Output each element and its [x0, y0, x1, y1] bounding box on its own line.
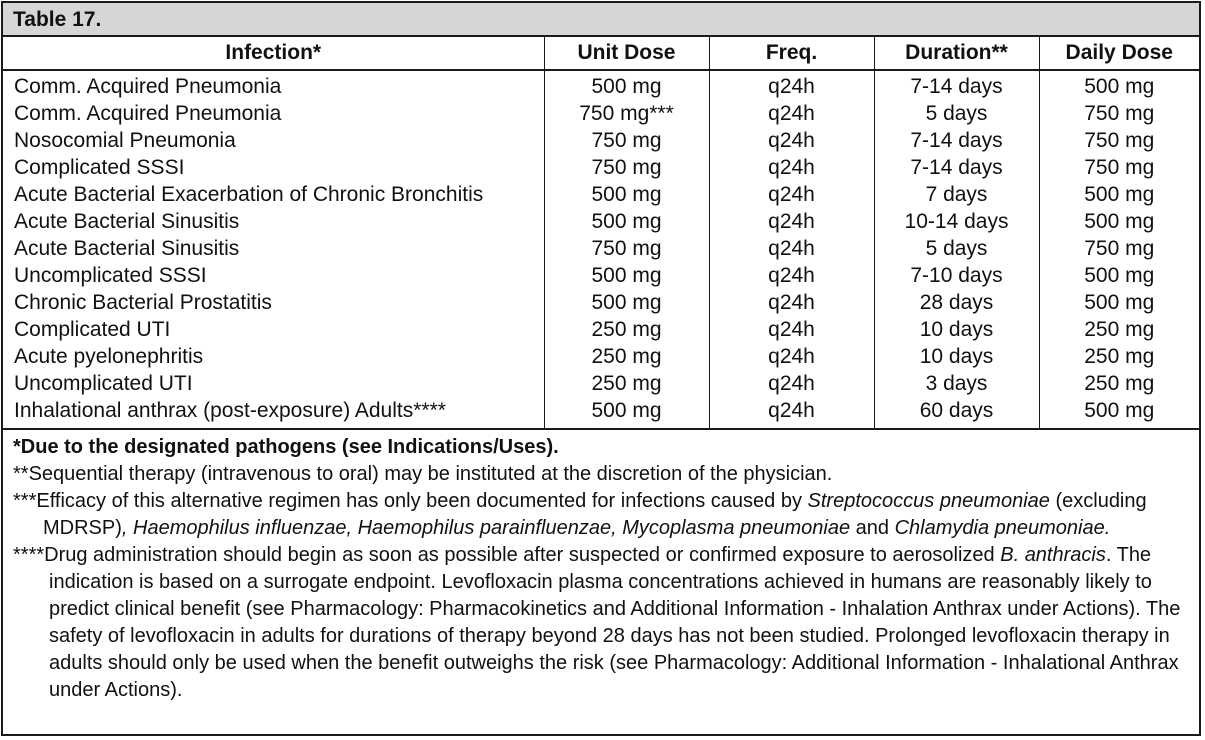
infection-cell: Inhalational anthrax (post-exposure) Adults****: [3, 397, 544, 428]
table-row: [3, 262, 1199, 289]
daily-dose-cell: 500 mg: [1084, 75, 1155, 98]
infection-cell: Uncomplicated UTI: [3, 370, 544, 397]
footnote-4-text-a: ****Drug administration should begin as soon as possible after suspected or confirmed exposure to aerosolized: [13, 544, 1001, 566]
daily-dose-cell: 500 mg: [1084, 291, 1155, 314]
table-caption: Table 17.: [3, 3, 1199, 37]
freq-cell: q24h: [709, 343, 874, 370]
freq-cell: q24h: [709, 289, 874, 316]
footnote-3-text-d: , Haemophilus influenzae, Haemophilus parainfluenzae, Mycoplasma pneumoniae: [121, 517, 851, 539]
unit-dose-cell: 500 mg: [544, 70, 709, 100]
duration-cell: 5 days: [874, 235, 1039, 262]
col-header-unit-dose: Unit Dose: [544, 37, 709, 70]
infection-cell: Acute Bacterial Sinusitis: [3, 235, 544, 262]
footnote-3-text-e: and: [850, 517, 895, 539]
table-row: [3, 208, 1199, 235]
duration-cell: 5 days: [874, 100, 1039, 127]
infection-cell: Comm. Acquired Pneumonia: [3, 100, 544, 127]
unit-dose-cell: 500 mg: [544, 397, 709, 428]
infection-cell: Uncomplicated SSSI: [3, 262, 544, 289]
duration-cell: 7-14 days: [874, 127, 1039, 154]
daily-dose-cell: 500 mg: [1084, 399, 1155, 422]
daily-dose-cell: 500 mg: [1084, 210, 1155, 233]
table-row: [3, 70, 1199, 100]
freq-cell: q24h: [709, 70, 874, 100]
footnote-3-text-b: Streptococcus pneumoniae: [807, 490, 1050, 512]
table-row: [3, 100, 1199, 127]
infection-cell: Complicated UTI: [3, 316, 544, 343]
daily-dose-cell: 750 mg: [1084, 129, 1155, 152]
dosage-table: [3, 37, 1199, 428]
unit-dose-cell: 750 mg: [544, 235, 709, 262]
table-row: [3, 343, 1199, 370]
duration-cell: 10-14 days: [874, 208, 1039, 235]
duration-cell: 7-14 days: [874, 154, 1039, 181]
unit-dose-cell: 250 mg: [544, 343, 709, 370]
duration-cell: 7-10 days: [874, 262, 1039, 289]
table-frame: [1, 1, 1201, 736]
footnote-4-text-c: . The indication is based on a surrogate endpoint. Levofloxacin plasma concentrations achieved in humans are reasonably likely to predict clinical benefit (see Pharmacology: Pharmacokinetics and Additional Information - Inhalation Anthrax under Actions). The safety of levofloxacin in adults for durations of therapy beyond 28 days has not been studied. Prolonged levofloxacin therapy in adults should only be used when the benefit outweighs the risk (see Pharmacology: Additional Information - Inhalational Anthrax under Actions).: [49, 544, 1181, 701]
duration-cell: 3 days: [874, 370, 1039, 397]
infection-cell: Acute Bacterial Exacerbation of Chronic Bronchitis: [3, 181, 544, 208]
col-header-daily-dose: Daily Dose: [1039, 37, 1199, 70]
unit-dose-cell: 500 mg: [544, 208, 709, 235]
unit-dose-cell: 250 mg: [544, 370, 709, 397]
footnote-3-text-f: Chlamydia pneumoniae.: [894, 517, 1111, 539]
infection-cell: Acute Bacterial Sinusitis: [3, 208, 544, 235]
daily-dose-cell: 250 mg: [1084, 345, 1155, 368]
infection-cell: Nosocomial Pneumonia: [3, 127, 544, 154]
col-header-infection: Infection*: [3, 37, 544, 70]
unit-dose-cell: 250 mg: [544, 316, 709, 343]
table-row: [3, 154, 1199, 181]
daily-dose-cell: 750 mg: [1084, 102, 1155, 125]
unit-dose-cell: 750 mg: [544, 127, 709, 154]
table-row: [3, 289, 1199, 316]
table-row: [3, 397, 1199, 428]
freq-cell: q24h: [709, 127, 874, 154]
table-row: [3, 316, 1199, 343]
unit-dose-cell: 500 mg: [544, 262, 709, 289]
footnote-3: [13, 488, 1189, 542]
freq-cell: q24h: [709, 397, 874, 428]
unit-dose-cell: 500 mg: [544, 181, 709, 208]
footnote-1: *Due to the designated pathogens (see Indications/Uses).: [13, 436, 559, 458]
daily-dose-cell: 500 mg: [1084, 183, 1155, 206]
infection-cell: Chronic Bacterial Prostatitis: [3, 289, 544, 316]
unit-dose-cell: 500 mg: [544, 289, 709, 316]
duration-cell: 7 days: [874, 181, 1039, 208]
unit-dose-cell: 750 mg: [544, 154, 709, 181]
table-row: [3, 370, 1199, 397]
footnotes: [3, 428, 1199, 704]
footnote-2: **Sequential therapy (intravenous to oral) may be instituted at the discretion of the physician.: [13, 463, 833, 485]
freq-cell: q24h: [709, 100, 874, 127]
freq-cell: q24h: [709, 208, 874, 235]
duration-cell: 10 days: [874, 316, 1039, 343]
duration-cell: 60 days: [874, 397, 1039, 428]
duration-cell: 28 days: [874, 289, 1039, 316]
freq-cell: q24h: [709, 235, 874, 262]
footnote-4: [13, 542, 1189, 704]
unit-dose-cell: 750 mg***: [544, 100, 709, 127]
infection-cell: Comm. Acquired Pneumonia: [3, 70, 544, 100]
table-row: [3, 235, 1199, 262]
footnote-3-text-c: (excluding MDRSP): [43, 490, 1147, 539]
daily-dose-cell: 500 mg: [1084, 264, 1155, 287]
daily-dose-cell: 250 mg: [1084, 372, 1155, 395]
table-row: [3, 127, 1199, 154]
freq-cell: q24h: [709, 316, 874, 343]
freq-cell: q24h: [709, 262, 874, 289]
freq-cell: q24h: [709, 154, 874, 181]
daily-dose-cell: 250 mg: [1084, 318, 1155, 341]
col-header-duration: Duration**: [874, 37, 1039, 70]
daily-dose-cell: 750 mg: [1084, 237, 1155, 260]
col-header-freq: Freq.: [709, 37, 874, 70]
footnote-3-text-a: ***Efficacy of this alternative regimen has only been documented for infections caused by: [13, 490, 808, 512]
footnote-4-text-b: B. anthracis: [1000, 544, 1106, 566]
infection-cell: Complicated SSSI: [3, 154, 544, 181]
daily-dose-cell: 750 mg: [1084, 156, 1155, 179]
freq-cell: q24h: [709, 181, 874, 208]
freq-cell: q24h: [709, 370, 874, 397]
infection-cell: Acute pyelonephritis: [3, 343, 544, 370]
table-row: [3, 181, 1199, 208]
duration-cell: 10 days: [874, 343, 1039, 370]
header-row: [3, 37, 1199, 70]
duration-cell: 7-14 days: [874, 70, 1039, 100]
